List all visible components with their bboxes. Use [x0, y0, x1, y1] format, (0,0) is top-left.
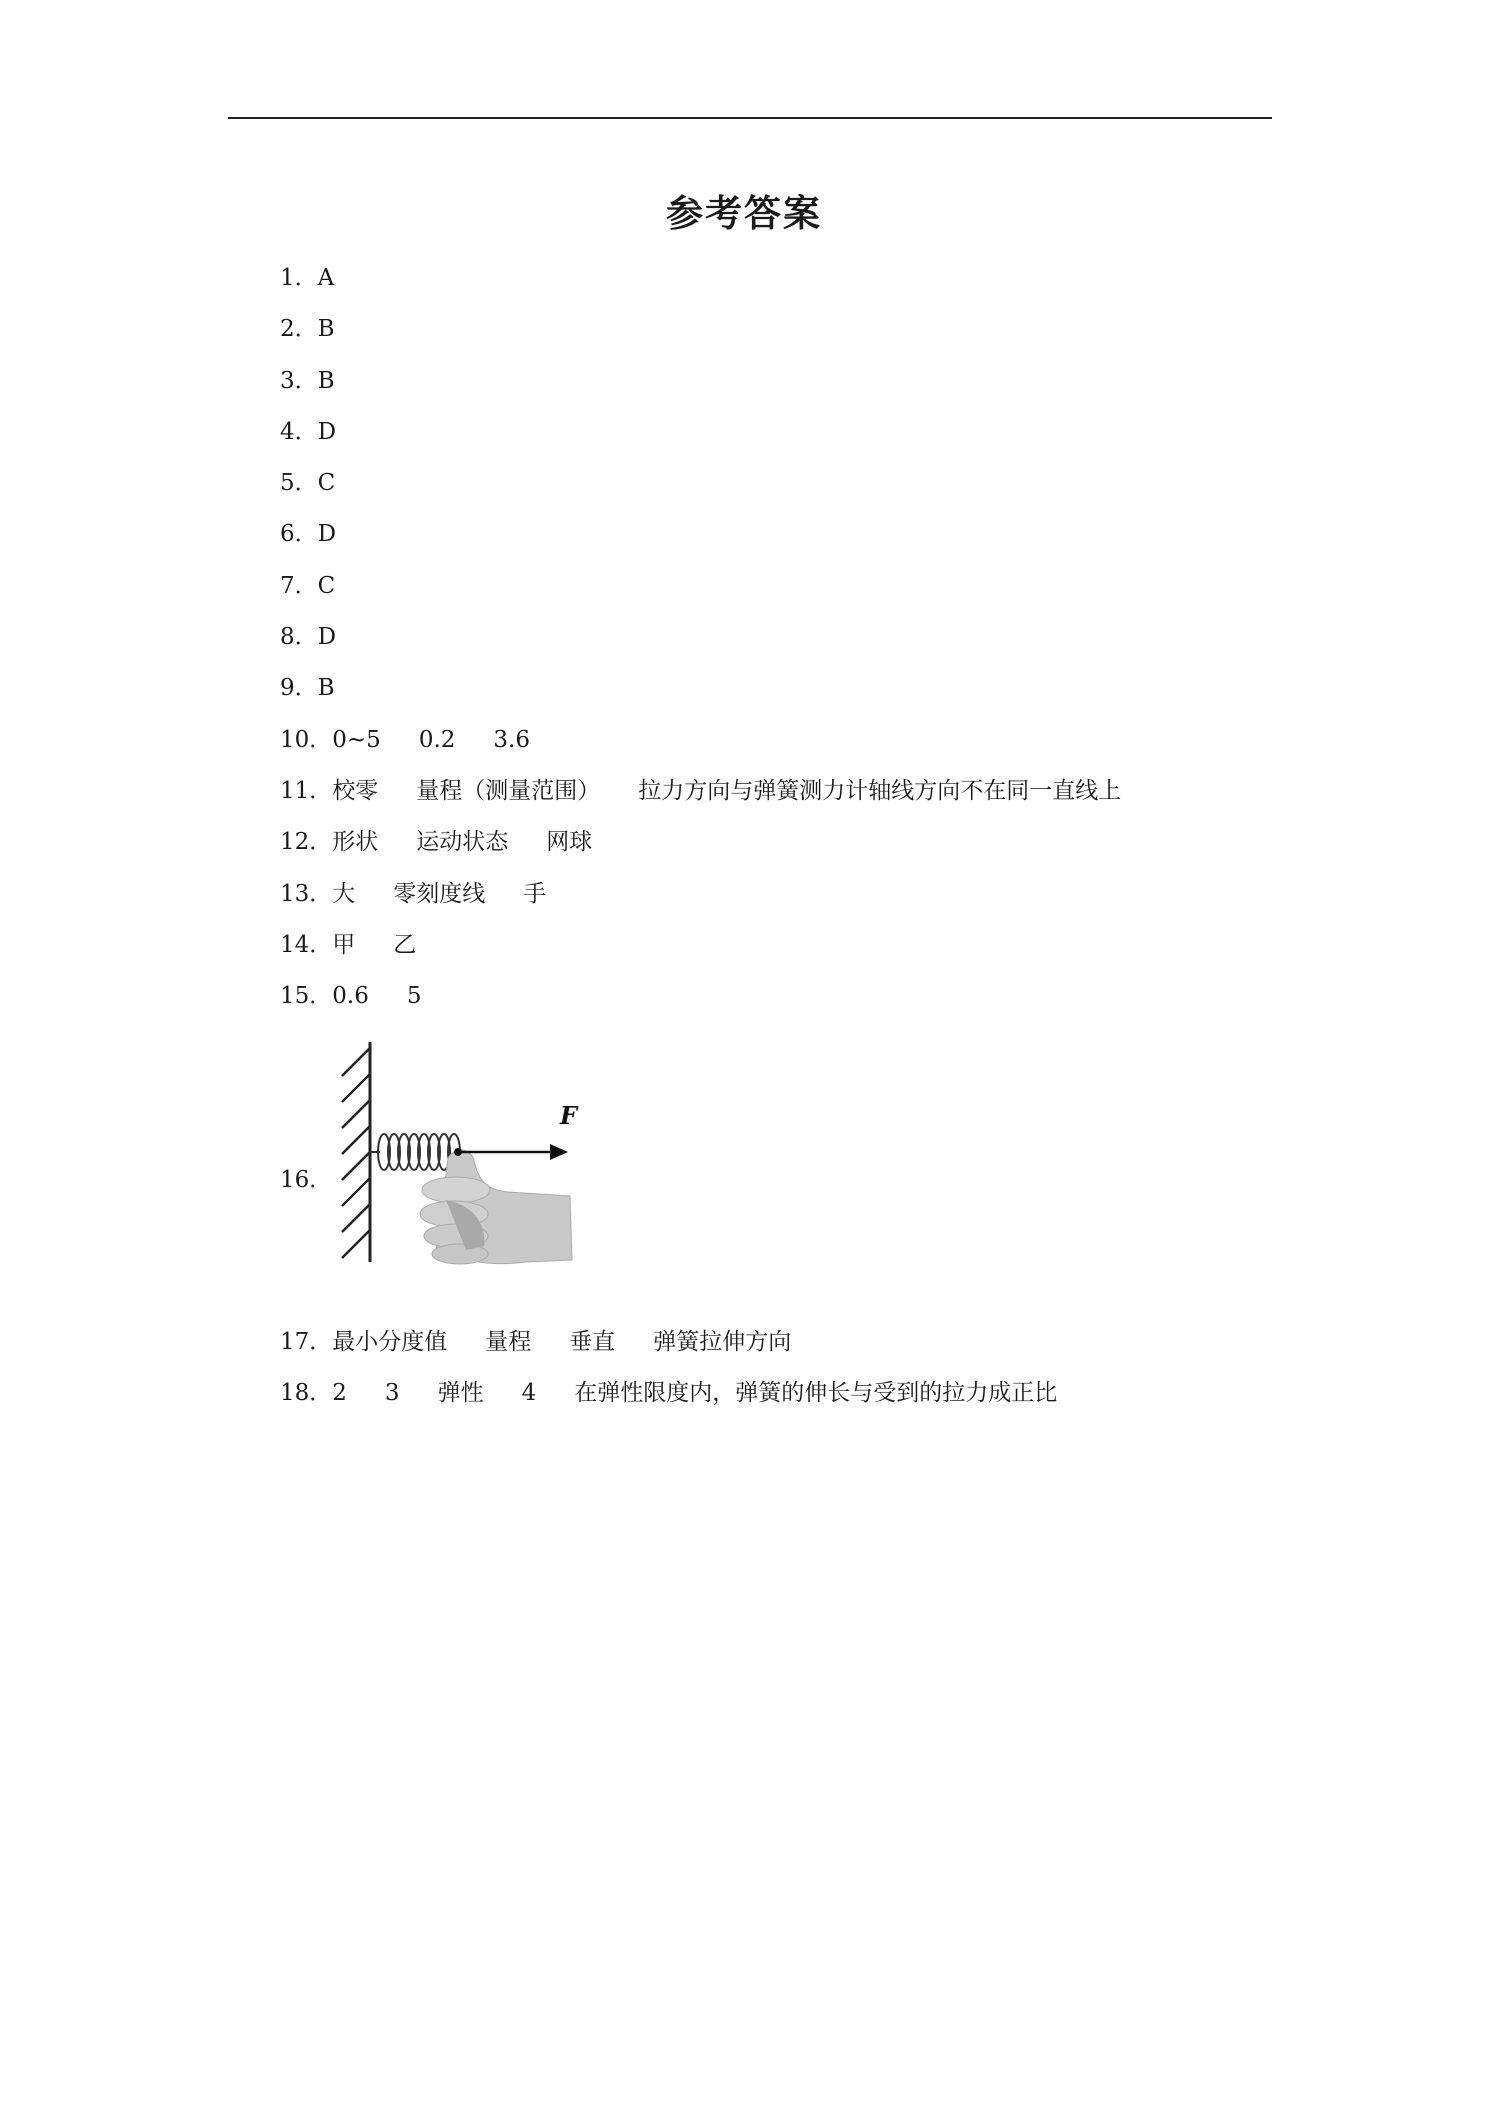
answer-number: 14． [280, 931, 333, 958]
answer-number: 8． [280, 624, 318, 651]
answer-number: 9． [280, 675, 318, 702]
answer-number: 15． [280, 983, 333, 1010]
answer-row [280, 463, 1159, 514]
answer-number: 18． [280, 1380, 333, 1407]
answer-number: 13． [280, 880, 333, 907]
answer-row [280, 1322, 1095, 1373]
answer-number: 16． [280, 1167, 333, 1193]
answer-text: 校零 [332, 777, 379, 804]
answer-text: 最小分度值 [332, 1329, 448, 1355]
answer-row [280, 514, 1159, 565]
answer-text: 运动状态 [416, 829, 509, 856]
answer-text: 拉力方向与弹簧测力计轴线方向不在同一直线上 [638, 777, 1122, 804]
answer-text: 量程（测量范围） [416, 777, 601, 804]
answer-text: B [317, 675, 335, 702]
answer-text: D [317, 624, 337, 651]
answer-row [280, 976, 1159, 1027]
answer-row [280, 258, 1159, 309]
answer-text: C [317, 470, 336, 497]
answer-number: 17． [280, 1329, 333, 1355]
header-rule [228, 117, 1272, 119]
answer-row [280, 771, 1159, 822]
answer-text: 5 [406, 983, 422, 1010]
answer-number: 1． [280, 265, 318, 291]
answer-number: 11． [280, 777, 333, 804]
answer-text: B [317, 367, 335, 394]
force-label: F [560, 1101, 578, 1130]
answer-text: C [317, 572, 336, 599]
answer-row [280, 925, 1159, 976]
answer-row [280, 617, 1159, 668]
answer-text: 0.6 [332, 983, 369, 1010]
answer-row [280, 874, 1159, 925]
answer-text: 弹簧拉伸方向 [653, 1329, 792, 1355]
answer-number: 10． [280, 726, 333, 753]
answer-text: A [317, 265, 335, 291]
answer-row [280, 668, 1159, 719]
answer-text: 甲 [332, 931, 356, 958]
answer-text: 形状 [332, 829, 379, 856]
answer-list-continued [280, 1322, 1095, 1425]
hand [420, 1150, 572, 1264]
answer-text: 大 [332, 880, 356, 907]
answer-row [280, 720, 1159, 771]
answer-text: B [317, 316, 335, 343]
answer-text: 量程 [485, 1329, 532, 1355]
answer-row [280, 309, 1159, 360]
answer-text: D [317, 521, 337, 548]
answer-number: 12． [280, 829, 333, 856]
answer-list [280, 258, 1159, 1027]
answer-text: 弹性 [437, 1380, 484, 1407]
answer-row [280, 361, 1159, 412]
answer-text: 3.6 [493, 726, 530, 753]
answer-row [280, 566, 1159, 617]
answer-row [280, 822, 1159, 873]
figure-answer-16 [280, 1040, 680, 1280]
answer-text: 0.2 [418, 726, 456, 753]
wall-hatching [342, 1048, 370, 1258]
answer-number: 7． [280, 572, 318, 599]
answer-text: 4 [521, 1380, 537, 1407]
answer-text: 网球 [546, 829, 593, 856]
answer-text: 在弹性限度内，弹簧的伸长与受到的拉力成正比 [574, 1380, 1058, 1407]
answer-text: 垂直 [569, 1329, 616, 1355]
answer-row [280, 1373, 1095, 1424]
answer-text: 0~5 [332, 726, 381, 753]
answer-text: 2 [332, 1380, 347, 1407]
answer-number: 5． [280, 470, 318, 497]
answer-number: 4． [280, 418, 318, 445]
answer-number: 6． [280, 521, 318, 548]
page-title: 参考答案 [666, 192, 822, 235]
answer-number: 3． [280, 367, 318, 394]
answer-text: 3 [384, 1380, 400, 1407]
answer-text: 乙 [393, 931, 417, 958]
spring-hand-diagram-icon [336, 1040, 676, 1280]
answer-number: 2． [280, 316, 318, 343]
answer-text: D [317, 418, 337, 445]
answer-text: 零刻度线 [393, 880, 486, 907]
answer-row [280, 412, 1159, 463]
answer-text: 手 [523, 880, 547, 907]
spring [370, 1134, 460, 1170]
force-arrow-head [550, 1144, 568, 1160]
